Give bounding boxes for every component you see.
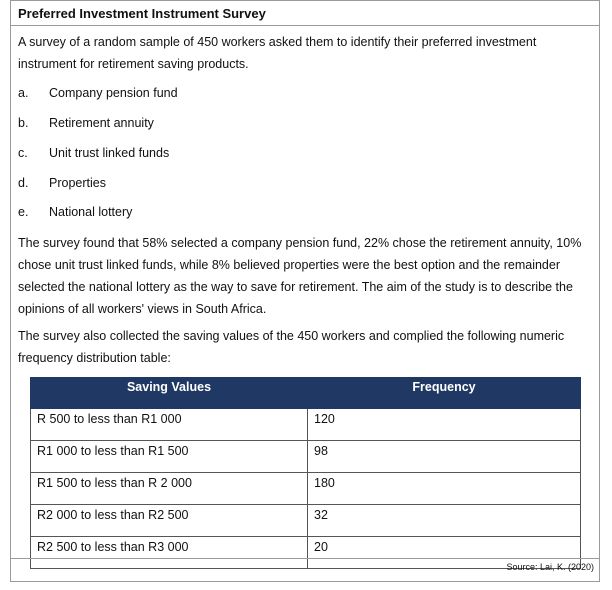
saving-range-cell: R 500 to less than R1 000	[31, 409, 308, 441]
frequency-cell: 120	[308, 409, 581, 441]
option-letter: e.	[18, 205, 29, 219]
header-saving-values: Saving Values	[31, 378, 308, 409]
option-letter: b.	[18, 116, 29, 130]
findings-paragraph: The survey found that 58% selected a company pension fund, 22% chose the retirement annuity, 10% chose unit trust linked funds, while 8% believed properties were the best option and the remainder selected the national lottery as the way to save for retirement. The aim of the study is to describe the opinions of all workers' views in South Africa.	[18, 236, 582, 316]
intro-paragraph: A survey of a random sample of 450 workers asked them to identify their preferred investment instrument for retirement saving products.	[18, 35, 537, 71]
option-letter: d.	[18, 176, 29, 190]
saving-range-cell: R2 000 to less than R2 500	[31, 505, 308, 537]
bottom-divider	[10, 558, 600, 559]
option-text: Company pension fund	[49, 86, 178, 100]
saving-range-cell: R1 500 to less than R 2 000	[31, 473, 308, 505]
table-intro-paragraph: The survey also collected the saving values of the 450 workers and complied the following numeric frequency distribution table:	[18, 329, 565, 365]
option-text: National lottery	[49, 205, 133, 219]
header-frequency: Frequency	[308, 378, 581, 409]
table-row	[31, 473, 581, 505]
document-title: Preferred Investment Instrument Survey	[18, 6, 266, 21]
option-letter: c.	[18, 146, 28, 160]
frequency-cell: 20	[308, 537, 581, 569]
option-text: Unit trust linked funds	[49, 146, 170, 160]
saving-range-cell: R1 000 to less than R1 500	[31, 441, 308, 473]
frequency-cell: 32	[308, 505, 581, 537]
table-header-row	[31, 378, 581, 409]
option-text: Properties	[49, 176, 106, 190]
table-row	[31, 505, 581, 537]
table-row	[31, 441, 581, 473]
frequency-table	[30, 377, 581, 569]
option-letter: a.	[18, 86, 29, 100]
option-text: Retirement annuity	[49, 116, 154, 130]
source-citation: Source: Lai, K. (2020)	[506, 562, 594, 572]
table-row	[31, 409, 581, 441]
frequency-cell: 180	[308, 473, 581, 505]
saving-range-cell: R2 500 to less than R3 000	[31, 537, 308, 569]
frequency-cell: 98	[308, 441, 581, 473]
title-divider	[10, 25, 600, 26]
table-row	[31, 537, 581, 569]
